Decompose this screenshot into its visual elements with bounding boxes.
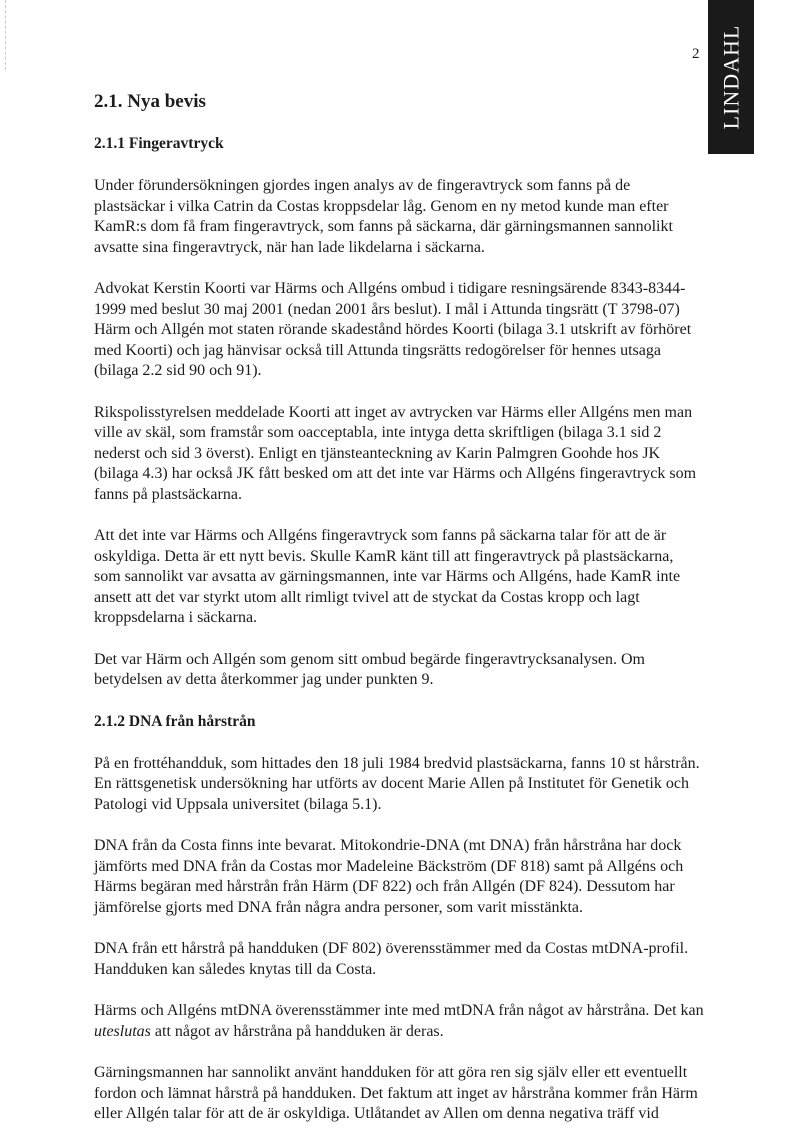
dna-paragraph-4-text-b: att något av hårstråna på handduken är deras. (150, 1022, 444, 1040)
fingerprints-paragraph-4: Att det inte var Härms och Allgéns fingeravtryck som fanns på säckarna talar för att de är oskyldiga. Detta är ett nytt bevis. Skulle KamR känt till att fingeravtryck på plastsäckarna, som sannolikt var avsatta av gärningsmannen, inte var Härms och Allgéns, hade KamR inte ansett att det var styrkt utom allt rimligt tvivel att de styckat da Costas kropp och lagt kroppsdelarna i säckarna. (94, 527, 681, 626)
dna-paragraph-4-emphasis: uteslutas (94, 1022, 151, 1040)
scan-edge-mark (5, 0, 7, 70)
page-number: 2 (692, 46, 700, 62)
dna-heading: 2.1.2 DNA från hårstrån (94, 712, 256, 730)
fingerprints-heading: 2.1.1 Fingeravtryck (94, 135, 224, 152)
lindahl-stamp (708, 0, 754, 154)
dna-paragraph-2: DNA från da Costa finns inte bevarat. Mitokondrie-DNA (mt DNA) från hårstråna har dock jämförts med DNA från da Costas mor Madeleine Bäckström (DF 818) samt på Allgéns och Härms begäran med hårstrån från Härm (DF 822) och från Allgén (DF 824). Dessutom har jämförelse gjorts med DNA från några andra personer, som varit misstänkta. (94, 837, 684, 916)
section-title: 2.1. Nya bevis (94, 91, 206, 112)
dna-paragraph-4-text-a: Härms och Allgéns mtDNA överensstämmer inte med mtDNA från något av hårstråna. Det kan (94, 1002, 704, 1019)
fingerprints-paragraph-2: Advokat Kerstin Koorti var Härms och Allgéns ombud i tidigare resningsärende 8343-8344-1999 med beslut 30 maj 2001 (nedan 2001 års beslut). I mål i Attunda tingsrätt (T 3798-07) Härm och Allgén mot staten rörande skadestånd hördes Koorti (bilaga 3.1 utskrift av förhöret med Koorti) och jag hänvisar också till Attunda tingsrätts redogörelser för hennes utsaga (bilaga 2.2 sid 90 och 91). (94, 280, 692, 379)
stamp-text: LINDAHL (718, 24, 744, 130)
dna-paragraph-1: På en frottéhandduk, som hittades den 18 juli 1984 bredvid plastsäckarna, fanns 10 st hårstrån. En rättsgenetisk undersökning har utförts av docent Marie Allen på Institutet för Genetik och Patologi vid Uppsala universitet (bilaga 5.1). (94, 754, 700, 813)
fingerprints-paragraph-3: Rikspolisstyrelsen meddelade Koorti att inget av avtrycken var Härms eller Allgéns men man ville av skäl, som framstår som oacceptabla, inte intyga detta skriftligen (bilaga 3.1 sid 2 nederst och sid 3 överst). Enligt en tjänsteanteckning av Karin Palmgren Goohde hos JK (bilaga 4.3) har också JK fått besked om att det inte var Härms och Allgéns fingeravtryck som fanns på plastsäckarna. (94, 403, 697, 503)
fingerprints-paragraph-1: Under förundersökningen gjordes ingen analys av de fingeravtryck som fanns på de plastsäckar i vilka Catrin da Costas kroppsdelar låg. Genom en ny metod kunde man efter KamR:s dom få fram fingeravtryck, som fanns på säckarna, där gärningsmannen sannolikt avsatte sina fingeravtryck, när han lade likdelarna i säckarna. (94, 177, 673, 256)
document-body (94, 90, 704, 1146)
dna-paragraph-5: Gärningsmannen har sannolikt använt handduken för att göra ren sig själv eller ett eventuellt fordon och lämnat hårstrå på handduken. Det faktum att inget av hårstråna kommer från Härm eller Allgén talar för att de är oskyldiga. Utlåtandet av Allen om denna negativa träff vid (94, 1064, 698, 1122)
fingerprints-paragraph-5: Det var Härm och Allgén som genom sitt ombud begärde fingeravtrycksanalysen. Om betydelsen av detta återkommer jag under punkten 9. (94, 650, 645, 688)
dna-paragraph-4 (94, 1001, 704, 1042)
dna-paragraph-3: DNA från ett hårstrå på handduken (DF 802) överensstämmer med da Costas mtDNA-profil. Handduken kan således knytas till da Costa. (94, 940, 689, 978)
